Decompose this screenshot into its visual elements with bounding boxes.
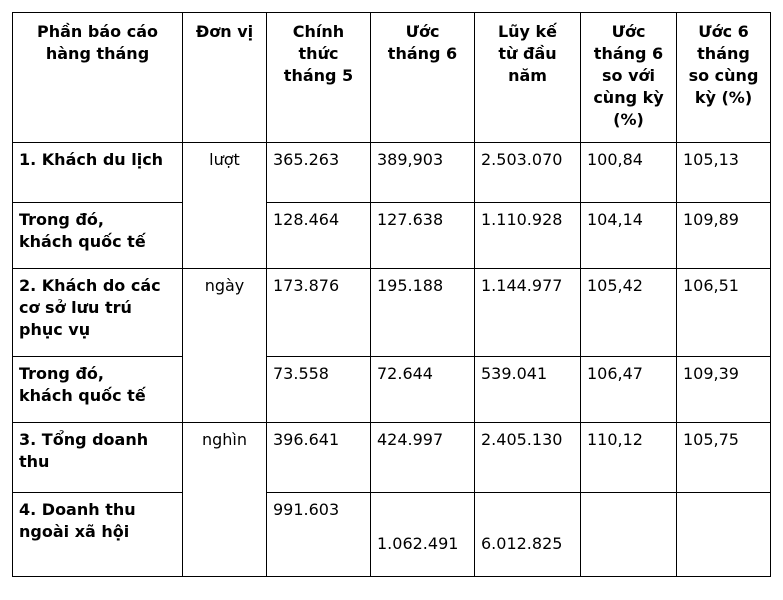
header-row	[13, 13, 771, 143]
cell-year-to-date: 6.012.825	[475, 493, 581, 577]
cell-official-may: 173.876	[267, 269, 371, 357]
cell-six-months-vs-same-period: 106,51	[677, 269, 771, 357]
row-label: 3. Tổng doanh thu	[13, 423, 183, 493]
header-six-months-vs-same-period: Ước 6 tháng so cùng kỳ (%)	[677, 13, 771, 143]
monthly-report-table	[12, 12, 771, 577]
table-row	[13, 203, 771, 269]
cell-year-to-date: 2.503.070	[475, 143, 581, 203]
cell-june-vs-same-period: 110,12	[581, 423, 677, 493]
cell-june-vs-same-period: 106,47	[581, 357, 677, 423]
table-row	[13, 493, 771, 577]
table-row	[13, 143, 771, 203]
cell-official-may: 396.641	[267, 423, 371, 493]
unit-cell: nghìn	[183, 423, 267, 577]
cell-official-may: 128.464	[267, 203, 371, 269]
row-label: 1. Khách du lịch	[13, 143, 183, 203]
unit-cell: ngày	[183, 269, 267, 423]
cell-six-months-vs-same-period: 109,89	[677, 203, 771, 269]
header-report-section: Phần báo cáo hàng tháng	[13, 13, 183, 143]
header-june-vs-same-period: Ước tháng 6 so với cùng kỳ (%)	[581, 13, 677, 143]
cell-estimate-june: 1.062.491	[371, 493, 475, 577]
cell-estimate-june: 127.638	[371, 203, 475, 269]
cell-estimate-june: 389,903	[371, 143, 475, 203]
row-label: Trong đó, khách quốc tế	[13, 203, 183, 269]
cell-official-may: 73.558	[267, 357, 371, 423]
header-year-to-date: Lũy kế từ đầu năm	[475, 13, 581, 143]
cell-june-vs-same-period: 100,84	[581, 143, 677, 203]
cell-six-months-vs-same-period: 105,75	[677, 423, 771, 493]
table-row	[13, 269, 771, 357]
cell-official-may: 991.603	[267, 493, 371, 577]
cell-official-may: 365.263	[267, 143, 371, 203]
cell-year-to-date: 539.041	[475, 357, 581, 423]
unit-cell: lượt	[183, 143, 267, 269]
row-label: Trong đó, khách quốc tế	[13, 357, 183, 423]
header-official-may: Chính thức tháng 5	[267, 13, 371, 143]
row-label: 2. Khách do các cơ sở lưu trú phục vụ	[13, 269, 183, 357]
cell-june-vs-same-period: 105,42	[581, 269, 677, 357]
cell-estimate-june: 72.644	[371, 357, 475, 423]
table-row	[13, 357, 771, 423]
row-label: 4. Doanh thu ngoài xã hội	[13, 493, 183, 577]
header-estimate-june: Ước tháng 6	[371, 13, 475, 143]
cell-year-to-date: 2.405.130	[475, 423, 581, 493]
cell-june-vs-same-period: 104,14	[581, 203, 677, 269]
cell-year-to-date: 1.144.977	[475, 269, 581, 357]
cell-june-vs-same-period	[581, 493, 677, 577]
cell-year-to-date: 1.110.928	[475, 203, 581, 269]
header-unit: Đơn vị	[183, 13, 267, 143]
cell-six-months-vs-same-period: 109,39	[677, 357, 771, 423]
cell-estimate-june: 424.997	[371, 423, 475, 493]
cell-estimate-june: 195.188	[371, 269, 475, 357]
cell-six-months-vs-same-period: 105,13	[677, 143, 771, 203]
cell-six-months-vs-same-period	[677, 493, 771, 577]
table-row	[13, 423, 771, 493]
